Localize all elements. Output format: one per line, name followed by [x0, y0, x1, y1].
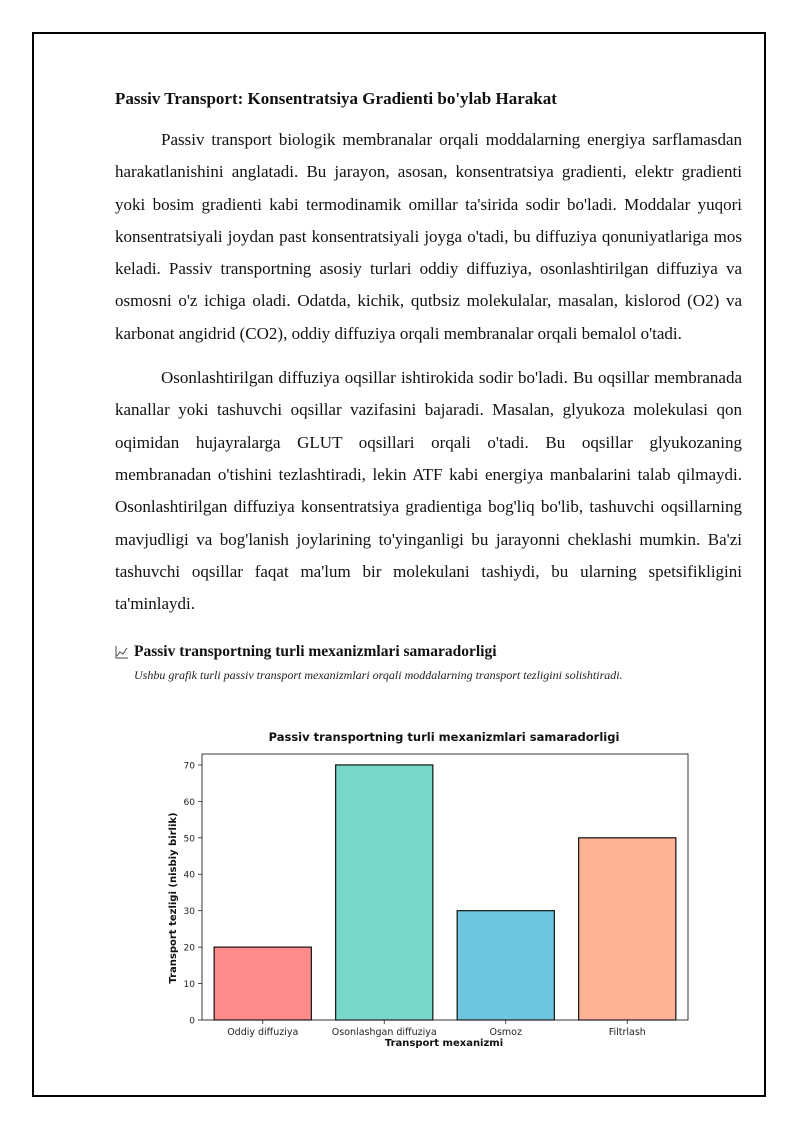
figure-caption: Ushbu grafik turli passiv transport mexanizmlari orqali moddalarning transport tezligini solishtiradi. — [134, 668, 623, 683]
x-tick-label: Osmoz — [489, 1027, 522, 1038]
bar-chart — [160, 724, 700, 1054]
chart-svg — [160, 724, 700, 1054]
y-tick-label: 10 — [183, 980, 195, 991]
y-tick-label: 70 — [183, 761, 195, 772]
figure-title-text: Passiv transportning turli mexanizmlari samaradorligi — [134, 643, 497, 661]
bar — [336, 765, 433, 1020]
y-tick-label: 30 — [183, 907, 195, 918]
chart-icon — [115, 645, 129, 659]
bar — [579, 838, 676, 1020]
bar — [457, 911, 554, 1020]
section-heading: Passiv Transport: Konsentratsiya Gradienti bo'ylab Harakat — [115, 89, 557, 108]
paragraph-1: Passiv transport biologik membranalar orqali moddalarning energiya sarflamasdan harakatlanishini anglatadi. Bu jarayon, asosan, konsentratsiya gradienti, elektr gradienti yoki bosim gradienti kabi termodinamik omillar ta'sirida sodir bo'ladi. Moddalar yuqori konsentratsiyali joydan past konsentratsiyali joyga o'tadi, bu diffuziya qonuniyatlariga mos keladi. Passiv transportning asosiy turlari oddiy diffuziya, osonlashtirilgan diffuziya va osmosni o'z ichiga oladi. Odatda, kichik, qutbsiz molekulalar, masalan, kislorod (O2) va karbonat angidrid (CO2), oddiy diffuziya orqali membranalar orqali bemalol o'tadi. — [115, 130, 742, 343]
y-tick-label: 0 — [189, 1016, 195, 1027]
y-tick-label: 20 — [183, 943, 195, 954]
x-tick-label: Osonlashgan diffuziya — [331, 1027, 437, 1038]
y-tick-label: 40 — [183, 870, 195, 881]
figure-title — [115, 642, 742, 662]
chart-ylabel: Transport tezligi (nisbiy birlik) — [168, 812, 179, 984]
x-tick-label: Filtrlash — [608, 1027, 646, 1038]
chart-xlabel: Transport mexanizmi — [384, 1038, 504, 1049]
chart-title: Passiv transportning turli mexanizmlari samaradorligi — [268, 730, 620, 744]
x-tick-label: Oddiy diffuziya — [227, 1027, 299, 1038]
y-tick-label: 60 — [183, 797, 195, 808]
paragraph-2: Osonlashtirilgan diffuziya oqsillar ishtirokida sodir bo'ladi. Bu oqsillar membranada kanallar yoki tashuvchi oqsillar vazifasini bajaradi. Masalan, glyukoza molekulasi qon oqimidan hujayralarga GLUT oqsillari orqali o'tadi. Bu oqsillar glyukozaning membranadan o'tishini tezlashtiradi, lekin ATF kabi energiya manbalarini talab qilmaydi. Osonlashtirilgan diffuziya konsentratsiya gradientiga bog'liq bo'lib, tashuvchi oqsillarning mavjudligi va bog'lanish joylarining to'yinganligi bu jarayonni cheklashi mumkin. Ba'zi tashuvchi oqsillar faqat ma'lum bir molekulani tashiydi, bu ularning spetsifikligini ta'minlaydi. — [115, 368, 742, 614]
document-body — [115, 86, 742, 683]
bar — [214, 947, 311, 1020]
y-tick-label: 50 — [183, 834, 195, 845]
